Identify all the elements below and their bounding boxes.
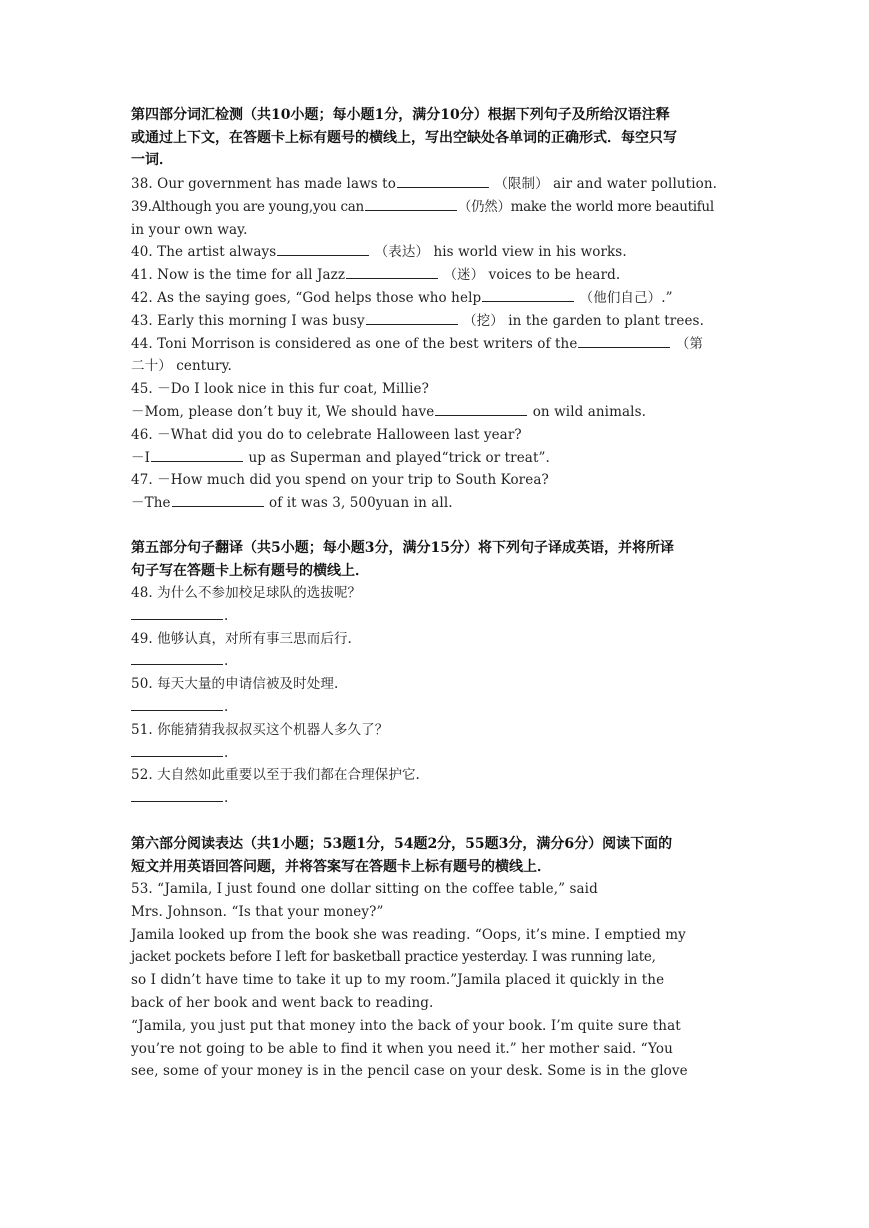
- answer-blank-39[interactable]: [365, 196, 457, 211]
- answer-blank-40[interactable]: [277, 241, 369, 256]
- question-39: 39.Although you are young,you can （仍然）make the world more beautiful: [131, 196, 741, 219]
- part6-heading-line-1: 第六部分阅读表达（共1小题；53题1分，54题2分，55题3分，满分6分）阅读下面的: [131, 836, 673, 852]
- part4-heading-line-1: 第四部分词汇检测（共10小题；每小题1分，满分10分）根据下列句子及所给汉语注释: [131, 107, 670, 123]
- part4-items: [131, 173, 741, 515]
- answer-blank-41[interactable]: [346, 264, 438, 279]
- question-38: 38. Our government has made laws to （限制） air and water pollution.: [131, 173, 741, 196]
- answer-blank-50[interactable]: [131, 696, 223, 711]
- answer-line-49: .: [131, 650, 741, 673]
- passage-line-7: “Jamila, you just put that money into the back of your book. I’m quite sure that: [131, 1017, 681, 1034]
- question-39-continued: in your own way.: [131, 221, 248, 238]
- answer-blank-45[interactable]: [435, 401, 527, 416]
- passage-line-2: Mrs. Johnson. “Is that your money?”: [131, 903, 384, 920]
- part6-section: [131, 833, 741, 878]
- part4-heading-line-3: 一词．: [131, 152, 173, 169]
- question-52: 52. 大自然如此重要以至于我们都在合理保护它.: [131, 767, 420, 784]
- part4-heading-line-2: 或通过上下文，在答题卡上标有题号的横线上，写出空缺处各单词的正确形式．每空只写: [131, 129, 677, 146]
- passage-line-3: Jamila looked up from the book she was reading. “Oops, it’s mine. I emptied my: [131, 926, 686, 943]
- part6-heading-line-2: 短文并用英语回答问题，并将答案写在答题卡上标有题号的横线上．: [131, 858, 551, 875]
- part5-items: [131, 582, 741, 810]
- part4-section: [131, 104, 741, 172]
- answer-blank-52[interactable]: [131, 787, 223, 802]
- answer-blank-42[interactable]: [482, 287, 574, 302]
- part5-heading-line-1: 第五部分句子翻译（共5小题；每小题3分，满分15分）将下列句子译成英语，并将所译: [131, 540, 674, 556]
- answer-blank-46[interactable]: [151, 447, 243, 462]
- question-47: 47. －How much did you spend on your trip to South Korea?: [131, 472, 549, 489]
- answer-blank-49[interactable]: [131, 650, 223, 665]
- question-44: 44. Toni Morrison is considered as one of the best writers of the （第: [131, 333, 741, 356]
- answer-blank-47[interactable]: [172, 492, 264, 507]
- part6-passage: [131, 878, 741, 1083]
- question-46-reply: －I up as Superman and played“trick or treat”.: [131, 447, 741, 470]
- answer-line-48: .: [131, 605, 741, 628]
- question-48: 48. 为什么不参加校足球队的选拔呢？: [131, 585, 362, 601]
- question-51: 51. 你能猜猜我叔叔买这个机器人多久了？: [131, 721, 389, 738]
- question-46: 46. －What did you do to celebrate Halloween last year?: [131, 426, 522, 443]
- answer-blank-43[interactable]: [366, 310, 458, 325]
- question-47-reply: －The of it was 3, 500yuan in all.: [131, 492, 741, 515]
- answer-blank-48[interactable]: [131, 605, 223, 620]
- answer-blank-44[interactable]: [578, 333, 670, 348]
- passage-line-4: jacket pockets before I left for basketball practice yesterday. I was running late,: [131, 949, 656, 966]
- answer-blank-38[interactable]: [397, 173, 489, 188]
- part5-heading-line-2: 句子写在答题卡上标有题号的横线上．: [131, 562, 369, 579]
- answer-line-51: .: [131, 742, 741, 765]
- question-45-reply: －Mom, please don’t buy it, We should have on wild animals.: [131, 401, 741, 424]
- question-41: 41. Now is the time for all Jazz （迷） voices to be heard.: [131, 264, 741, 287]
- part5-section: [131, 537, 741, 582]
- passage-line-1: 53. “Jamila, I just found one dollar sitting on the coffee table,” said: [131, 881, 598, 897]
- answer-line-52: .: [131, 787, 741, 810]
- question-40: 40. The artist always （表达） his world view in his works.: [131, 241, 741, 264]
- passage-line-6: back of her book and went back to reading.: [131, 994, 434, 1011]
- question-44-continued: 二十） century.: [131, 358, 232, 375]
- passage-line-9: see, some of your money is in the pencil case on your desk. Some is in the glove: [131, 1063, 688, 1080]
- passage-line-5: so I didn’t have time to take it up to my room.”Jamila placed it quickly in the: [131, 972, 665, 989]
- question-45: 45. －Do I look nice in this fur coat, Millie?: [131, 381, 429, 398]
- question-50: 50. 每天大量的申请信被及时处理.: [131, 676, 339, 693]
- answer-line-50: .: [131, 696, 741, 719]
- question-42: 42. As the saying goes, “God helps those who help （他们自己）.”: [131, 287, 741, 310]
- answer-blank-51[interactable]: [131, 742, 223, 757]
- question-43: 43. Early this morning I was busy （挖） in the garden to plant trees.: [131, 310, 741, 333]
- question-49: 49. 他够认真，对所有事三思而后行.: [131, 630, 352, 647]
- passage-line-8: you’re not going to be able to find it when you need it.” her mother said. “You: [131, 1040, 673, 1057]
